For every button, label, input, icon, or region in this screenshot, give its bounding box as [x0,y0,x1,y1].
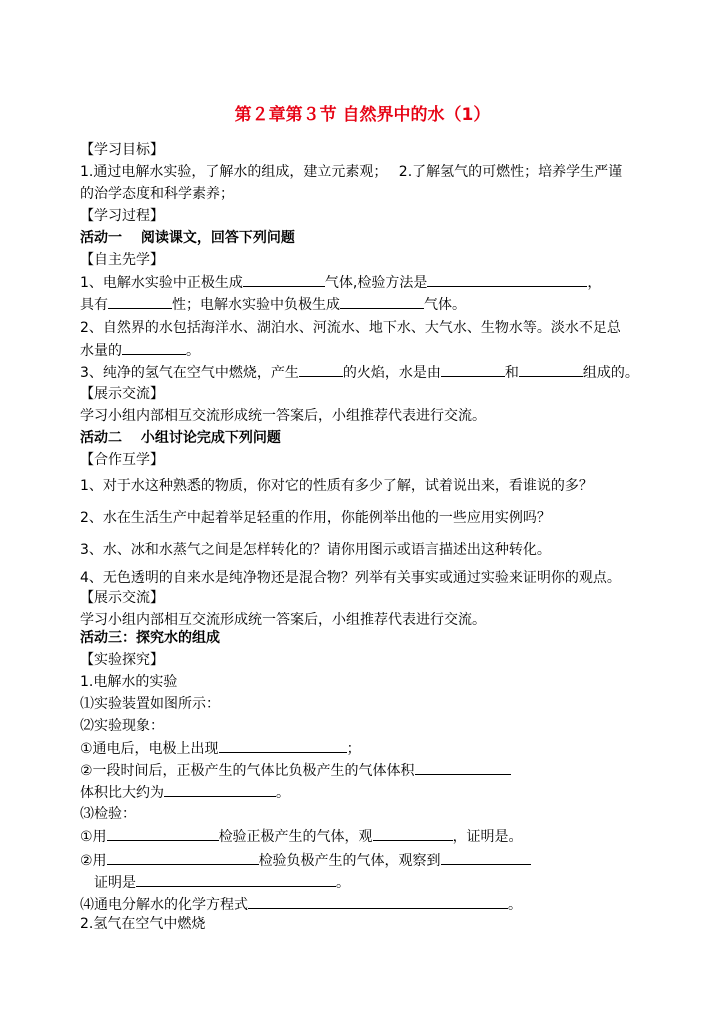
test-positive-gas [80,826,523,847]
page-title: 第２章第３节 自然界中的水（1） [234,105,491,125]
p1-text-b: ； [346,741,361,757]
p1-text-a: ①通电后，电极上出现 [80,741,219,757]
q1-text-a: 1、电解水实验中正极生成 [80,275,243,291]
q1-text-c: ， [587,275,602,291]
blank-fresh-water-fraction[interactable] [122,340,186,355]
activity2-title: 活动二 小组讨论完成下列问题 [80,430,281,446]
activity1-title: 活动一 阅读课文，回答下列问题 [80,230,295,246]
share-text-2: 学习小组内部相互交流形成统一答案后，小组推荐代表进行交流。 [80,612,486,628]
question-1-line-1 [80,272,601,293]
blank-flame-color[interactable] [299,362,343,377]
t2-text-a: ②用 [80,853,107,869]
q3-text-a: 3、纯净的氢气在空气中燃烧，产生 [80,365,299,381]
experiment-header: 【实验探究】 [80,652,164,668]
objectives-header: 【学习目标】 [80,142,164,158]
phenomenon-2 [80,760,511,781]
blank-chemical-equation[interactable] [248,894,508,909]
question-1-line-2 [80,294,466,315]
objective-line-2: 的治学态度和科学素养； [80,186,234,202]
q1-text-d: 具有 [80,297,108,313]
q1-text-f: 气体。 [424,297,466,313]
question-2-line-2 [80,340,200,361]
share-text-1: 学习小组内部相互交流形成统一答案后，小组推荐代表进行交流。 [80,408,486,424]
blank-volume-ratio[interactable] [164,782,276,797]
blank-element-1[interactable] [441,362,505,377]
coop-header: 【合作互学】 [80,452,164,468]
blank-positive-gas[interactable] [243,272,325,287]
question-3 [80,362,639,383]
question-2-line-1: 2、自然界的水包括海洋水、湖泊水、河流水、地下水、大气水、生物水等。淡水不足总 [80,320,621,336]
t2-text-b: 检验负极产生的气体，观察到 [258,853,441,869]
blank-positive-test-tool[interactable] [107,826,219,841]
discussion-question-2: 2、水在生活生产中起着举足轻重的作用，你能例举出他的一些应用实例吗？ [80,510,551,526]
activity3-title: 活动三：探究水的组成 [80,630,220,646]
phenomenon-2-ratio [80,782,290,803]
step-apparatus: ⑴实验装置如图所示： [80,696,220,712]
t2b-text-b: 。 [336,875,350,891]
q3-text-b: 的火焰，水是由 [342,365,441,381]
self-study-header: 【自主先学】 [80,252,164,268]
p2-text-a: ②一段时间后，正极产生的气体比负极产生的气体体积 [80,763,415,779]
process-header: 【学习过程】 [80,208,164,224]
t1-text-b: 检验正极产生的气体，观 [218,829,373,845]
t1-text-a: ①用 [80,829,107,845]
test-negative-gas [80,850,531,871]
section-hydrogen-combustion: 2.氢气在空气中燃烧 [80,916,206,932]
blank-negative-observation[interactable] [441,850,531,865]
blank-property[interactable] [108,294,172,309]
discussion-question-4: 4、无色透明的自来水是纯净物还是混合物？列举有关事实或通过实验来证明你的观点。 [80,570,621,586]
t2b-text-a: 证明是 [94,875,136,891]
objective-line-1: 1.通过电解水实验，了解水的组成，建立元素观； 2.了解氢气的可燃性；培养学生严谨 [80,164,623,180]
share-header-1: 【展示交流】 [80,386,164,402]
q3-text-d: 组成的。 [582,365,639,381]
blank-electrode-observation[interactable] [219,738,347,753]
s14-text-b: 。 [508,897,522,913]
blank-negative-test-tool[interactable] [107,850,259,865]
blank-negative-gas-identity[interactable] [136,872,336,887]
discussion-question-3: 3、水、冰和水蒸气之间是怎样转化的？请你用图示或语言描述出这种转化。 [80,542,551,558]
step-phenomena: ⑵实验现象： [80,718,164,734]
q1-text-b: 气体,检验方法是 [324,275,428,291]
step-equation [80,894,522,915]
phenomenon-1 [80,738,361,759]
q3-text-c: 和 [504,365,519,381]
blank-test-method[interactable] [427,272,587,287]
q2-text-a: 水量的 [80,343,122,359]
blank-negative-gas[interactable] [340,294,424,309]
p2b-text-b: 。 [276,785,290,801]
discussion-question-1: 1、对于水这种熟悉的物质，你对它的性质有多少了解，试着说出来，看谁说的多？ [80,478,593,494]
s14-text-a: ⑷通电分解水的化学方程式 [80,897,248,913]
blank-volume-compare[interactable] [415,760,511,775]
t1-text-c: ，证明是。 [452,829,523,845]
test-negative-conclusion [94,872,350,893]
blank-positive-observation[interactable] [373,826,453,841]
section-electrolysis: 1.电解水的实验 [80,674,178,690]
blank-element-2[interactable] [519,362,583,377]
q2-text-b: 。 [186,343,200,359]
step-testing: ⑶检验： [80,806,136,822]
p2b-text-a: 体积比大约为 [80,785,164,801]
q1-text-e: 性；电解水实验中负极生成 [172,297,340,313]
share-header-2: 【展示交流】 [80,590,164,606]
